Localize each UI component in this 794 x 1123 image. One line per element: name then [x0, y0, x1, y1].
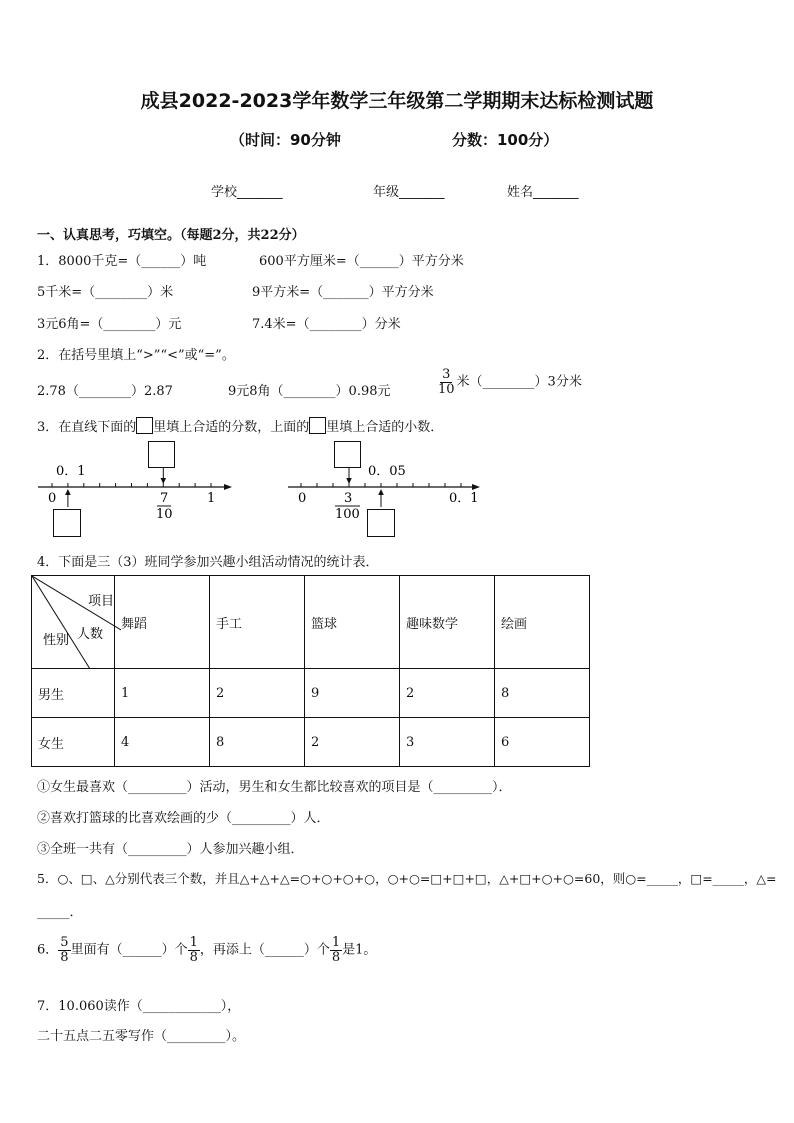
table-row: [32, 718, 590, 767]
line2-top-label: 0．05: [368, 464, 406, 479]
table-cell: 2: [305, 718, 400, 767]
corner-gender-label: 性别: [43, 633, 70, 648]
table-cell: 4: [115, 718, 210, 767]
q6-line: 6． $\frac{5}{8}$ 里面有（______）个 $\frac{1}{8}$ ，再添上（______）个 $\frac{1}{8}$ 是1。: [37, 935, 377, 965]
line2-frac-num: 3: [344, 491, 353, 506]
q7-line-2: 二十五点二五零写作（_________）。: [37, 1029, 246, 1044]
q1-item-5: 3元6角=（________）元: [37, 317, 182, 332]
table-header: 绘画: [495, 576, 590, 669]
q4-sub-1: ①女生最喜欢（_________）活动，男生和女生都比较喜欢的项目是（_________）．: [37, 780, 512, 795]
q4-sub-3: ③全班一共有（_________）人参加兴趣小组．: [37, 842, 304, 857]
q7-line-1: 7．10.060读作（____________），: [37, 999, 241, 1014]
table-cell: 3: [400, 718, 495, 767]
q1-item-6: 7.4米=（________）分米: [252, 317, 401, 332]
fraction: $\frac{5}{8}$: [60, 935, 69, 965]
table-cell: 2: [400, 669, 495, 718]
fraction: $\frac{1}{8}$: [331, 935, 341, 965]
table-cell: 8: [495, 669, 590, 718]
stats-table: [31, 575, 590, 767]
answer-box-upper-2[interactable]: [334, 441, 361, 468]
corner-count-label: 人数: [77, 627, 104, 642]
line1-one: 1: [207, 491, 216, 506]
q5-line-2: _____．: [37, 905, 83, 920]
table-header: 手工: [210, 576, 305, 669]
table-cell: 8: [210, 718, 305, 767]
q2-part-a: 2.78（________）2.87: [37, 384, 173, 399]
diagonal-lines-icon: [32, 576, 121, 669]
table-header: 舞蹈: [115, 576, 210, 669]
q2-part-b: 9元8角（________）0.98元: [228, 384, 391, 399]
line2-end: 0．1: [449, 491, 479, 506]
fraction: $\frac{1}{8}$: [189, 935, 198, 965]
q1-item-1: 1．8000千克=（______）吨: [37, 254, 207, 269]
corner-header: [32, 576, 115, 669]
answer-box-upper-1[interactable]: [148, 441, 175, 468]
q1-item-3: 5千米=（________）米: [37, 285, 174, 300]
school-field[interactable]: 学校_______: [211, 185, 283, 200]
page-title: 成县2022-2023学年数学三年级第二学期期末达标检测试题: [140, 90, 654, 112]
answer-box-lower-2[interactable]: [367, 509, 395, 537]
row-label: 女生: [32, 718, 115, 767]
table-row: [32, 669, 590, 718]
answer-box-icon: [136, 417, 153, 434]
line1-top-label: 0．1: [56, 464, 86, 479]
answer-box-icon: [309, 417, 326, 434]
table-cell: 9: [305, 669, 400, 718]
line2-frac-den: 100: [335, 507, 360, 522]
q2-stem: 2．在括号里填上“>”“<”或“=”。: [37, 348, 235, 363]
q2-part-c: $\frac{3}{10}$ 米（________）3分米: [438, 367, 582, 397]
line1-frac-den: 10: [156, 507, 173, 522]
table-cell: 1: [115, 669, 210, 718]
line1-zero: 0: [48, 491, 57, 506]
row-label: 男生: [32, 669, 115, 718]
table-header: 趣味数学: [400, 576, 495, 669]
name-field[interactable]: 姓名_______: [507, 185, 579, 200]
table-header: 篮球: [305, 576, 400, 669]
line2-zero: 0: [298, 491, 307, 506]
grade-field[interactable]: 年级_______: [373, 185, 445, 200]
answer-box-lower-1[interactable]: [53, 509, 81, 537]
q1-item-4: 9平方米=（_______）平方分米: [252, 285, 434, 300]
line1-frac-num: 7: [160, 491, 169, 506]
fraction: $\frac{3}{10}$: [438, 367, 455, 397]
q3-stem: 3．在直线下面的 里填上合适的分数，上面的 里填上合适的小数．: [37, 416, 443, 435]
q5-line-1: 5．○、□、△分别代表三个数，并且△+△+△=○+○+○+○，○+○=□+□+□，△+□+○+○=60，则○=_____，□=_____，△=: [37, 871, 777, 886]
corner-item-label: 项目: [88, 594, 115, 609]
number-lines: [0, 435, 794, 545]
exam-time: （时间：90分钟: [230, 131, 341, 149]
q1-item-2: 600平方厘米=（______）平方分米: [259, 254, 464, 269]
q4-sub-2: ②喜欢打篮球的比喜欢绘画的少（_________）人．: [37, 811, 330, 826]
table-cell: 2: [210, 669, 305, 718]
q4-stem: 4．下面是三（3）班同学参加兴趣小组活动情况的统计表．: [37, 555, 379, 570]
section-heading: 一、认真思考，巧填空。（每题2分，共22分）: [37, 228, 305, 243]
exam-score: 分数：100分）: [452, 131, 559, 149]
table-cell: 6: [495, 718, 590, 767]
table-header-row: [32, 576, 590, 669]
